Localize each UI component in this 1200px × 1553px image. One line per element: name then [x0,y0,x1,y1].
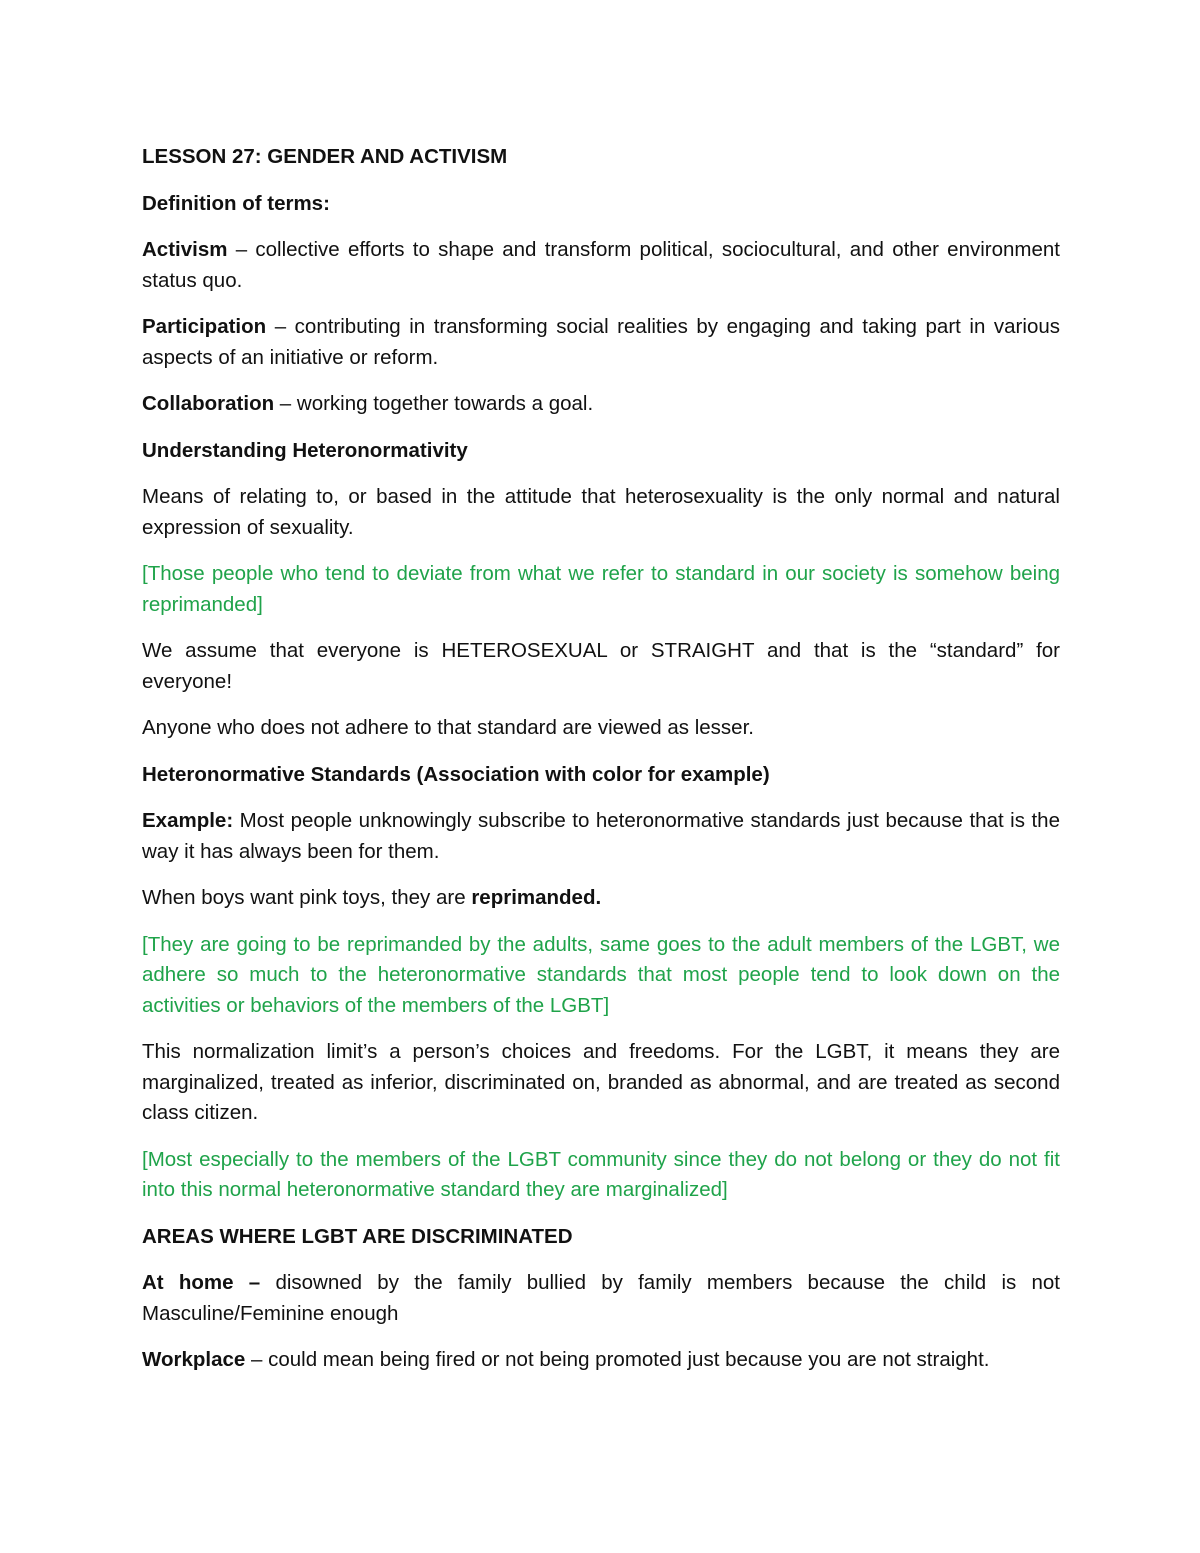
note-adults: [They are going to be reprimanded by the adults, same goes to the adult members of the LGBT, we adhere so much to the heteronormative standards that most people tend to look down on the activities or behaviors of the members of the LGBT] [142,932,1060,1017]
area-text: disowned by the family bullied by family members because the child is not Masculine/Feminine enough [142,1271,1060,1325]
term-definition: – contributing in transforming social realities by engaging and taking part in various aspects of an initiative or reform. [142,315,1060,369]
term-participation [142,312,1060,373]
lesser-paragraph: Anyone who does not adhere to that standard are viewed as lesser. [142,716,754,739]
example-label: Example: [142,809,234,832]
term-activism [142,235,1060,296]
example-paragraph [142,806,1060,867]
term-definition: – working together towards a goal. [274,392,594,415]
heteronormativity-heading: Understanding Heteronormativity [142,438,468,462]
note-reprimanded: [Those people who tend to deviate from what we refer to standard in our society is somehow being reprimanded] [142,562,1060,616]
area-text: – could mean being fired or not being promoted just because you are not straight. [245,1348,990,1371]
assumption-paragraph: We assume that everyone is HETEROSEXUAL or STRAIGHT and that is the “standard” for everyone! [142,639,1060,693]
term-definition: – collective efforts to shape and transform political, sociocultural, and other environment status quo. [142,238,1060,292]
pink-toys-text: When boys want pink toys, they are [142,886,472,909]
lesson-title: LESSON 27: GENDER AND ACTIVISM [142,145,508,168]
note-marginalized: [Most especially to the members of the LGBT community since they do not belong or they do not fit into this normal heteronormative standard they are marginalized] [142,1147,1060,1201]
term-label: Collaboration [142,392,275,415]
areas-heading: AREAS WHERE LGBT ARE DISCRIMINATED [142,1224,573,1248]
normalization-paragraph: This normalization limit’s a person’s choices and freedoms. For the LGBT, it means they are marginalized, treated as inferior, discriminated on, branded as abnormal, and are treated as second class citizen. [142,1040,1060,1124]
area-label: At home – [142,1271,261,1294]
document-page [142,142,1060,1392]
heteronormativity-definition: Means of relating to, or based in the attitude that heterosexuality is the only normal and natural expression of sexuality. [142,485,1060,539]
example-text: Most people unknowingly subscribe to heteronormative standards just because that is the way it has always been for them. [142,809,1060,863]
term-collaboration [142,389,1060,420]
term-label: Activism [142,238,228,261]
pink-toys-paragraph [142,883,1060,914]
definitions-heading: Definition of terms: [142,191,330,215]
term-label: Participation [142,315,267,338]
area-workplace [142,1345,1060,1376]
area-label: Workplace [142,1348,246,1371]
area-home [142,1268,1060,1329]
standards-heading: Heteronormative Standards (Association with color for example) [142,762,770,786]
pink-toys-bold: reprimanded. [471,886,602,909]
